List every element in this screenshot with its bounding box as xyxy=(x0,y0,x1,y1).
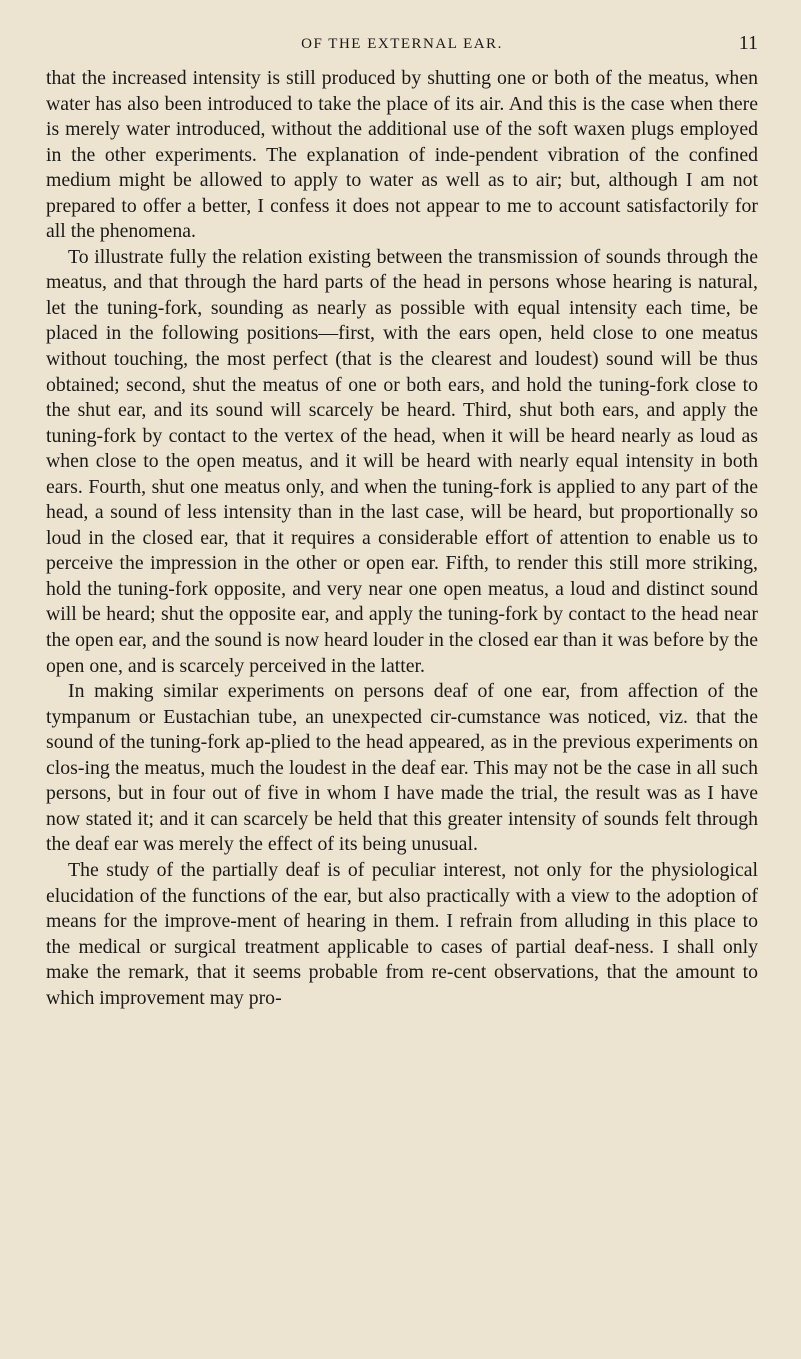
body-text xyxy=(46,66,758,1011)
paragraph-continued: that the increased intensity is still produced by shutting one or both of the meatus, when water has also been introduced to take the place of its air. And this is the case when there is merely water introduced, without the additional use of the soft waxen plugs employed in the other experiments. The explanation of inde-pendent vibration of the confined medium might be allowed to apply to water as well as to air; but, although I am not prepared to offer a better, I confess it does not appear to me to account satisfactorily for all the phenomena. xyxy=(46,67,758,243)
page-number: 11 xyxy=(738,32,758,54)
paragraph-partially-deaf: The study of the partially deaf is of peculiar interest, not only for the physiological elucidation of the functions of the ear, but also practically with a view to the adoption of means for the improve-ment of hearing in them. I refrain from alluding in this place to the medical or surgical treatment applicable to cases of partial deaf-ness. I shall only make the remark, that it seems probable from re-cent observations, that the amount to which improvement may pro- xyxy=(46,858,758,1009)
running-head xyxy=(46,0,758,62)
paragraph-deaf-experiments: In making similar experiments on persons deaf of one ear, from affection of the tympanum or Eustachian tube, an unexpected cir-cumstance was noticed, viz. that the sound of the tuning-fork ap-plied to the head appeared, as in the previous experiments on clos-ing the meatus, much the loudest in the deaf ear. This may not be the case in all such persons, but in four out of five in whom I have made the trial, the result was as I have now stated it; and it can scarcely be held that this greater intensity of sounds felt through the deaf ear was merely the effect of its being unusual. xyxy=(46,680,758,856)
running-title: OF THE EXTERNAL EAR. xyxy=(301,36,503,52)
paragraph-tuning-fork-positions: To illustrate fully the relation existing between the transmission of sounds through the meatus, and that through the hard parts of the head in persons whose hearing is natural, let the tuning-fork, sounding as nearly as possible with equal intensity each time, be placed in the following positions—first, with the ears open, held close to one meatus without touching, the most perfect (that is the clearest and loudest) sound will be thus obtained; second, shut the meatus of one or both ears, and hold the tuning-fork close to the shut ear, and its sound will scarcely be heard. Third, shut both ears, and apply the tuning-fork by contact to the vertex of the head, when it will be heard nearly as loud as when close to the open meatus, and it will be heard with nearly equal intensity in both ears. Fourth, shut one meatus only, and when the tuning-fork is applied to any part of the head, a sound of less intensity than in the last case, will be heard, but proportionally so loud in the closed ear, that it requires a considerable effort of attention to enable us to perceive the impression in the other or open ear. Fifth, to render this still more striking, hold the tuning-fork opposite, and very near one open meatus, a loud and distinct sound will be heard; shut the opposite ear, and apply the tuning-fork by contact to the head near the open ear, and the sound is now heard louder in the closed ear than it was before by the open one, and is scarcely perceived in the latter. xyxy=(46,245,758,677)
